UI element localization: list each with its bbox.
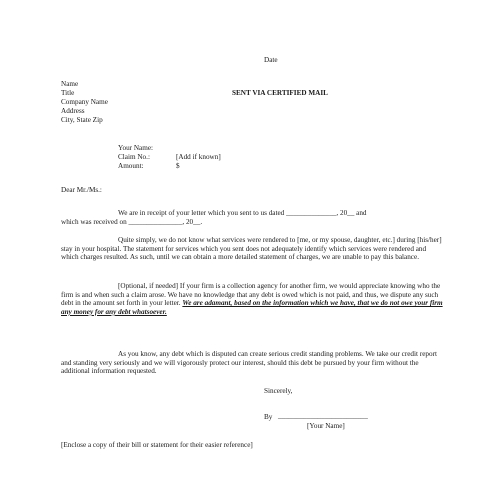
amount-label: Amount: (118, 162, 144, 170)
paragraph-collection-agency (61, 282, 445, 316)
salutation: Dear Mr./Ms.: (61, 186, 102, 194)
paragraph-receipt-line2: which was received on _______________, 20__. (61, 218, 203, 226)
date-line: Date (264, 56, 278, 64)
claim-no-label: Claim No.: (118, 153, 150, 161)
by-label: By (264, 413, 273, 421)
signer-name: [Your Name] (307, 422, 345, 430)
closing: Sincerely, (264, 387, 293, 395)
dispute-emphasis: We are adamant, based on the information which we have, that we do not owe your firm any money for any debt whatsoever. (61, 299, 443, 316)
recipient-company: Company Name (61, 98, 108, 106)
amount-value: $ (176, 162, 180, 170)
recipient-title: Title (61, 89, 75, 97)
recipient-address: Address (61, 107, 85, 115)
claim-no-value: [Add if known] (176, 153, 221, 161)
your-name-label: Your Name: (118, 144, 154, 152)
recipient-city-state-zip: City, State Zip (61, 116, 103, 124)
paragraph-services: Quite simply, we do not know what services were rendered to [me, or my spouse, daughter, etc.] during [his/her] stay in your hospital. The statement for services which you sent does not adequately identify which services were rendered and which charges resulted. As such, until we can obtain a more detailed statement of charges, we are unable to pay this balance. (61, 236, 442, 262)
sent-via-heading: SENT VIA CERTIFIED MAIL (232, 89, 328, 97)
paragraph-credit-standing: As you know, any debt which is disputed can create serious credit standing problems. We take our credit report and standing very seriously and we will vigorously protect our interest, should this debt be pursued by your firm without the additional information requested. (61, 350, 437, 376)
paragraph-receipt-line1: We are in receipt of your letter which you sent to us dated ______________, 20__ and (118, 209, 367, 217)
recipient-name: Name (61, 80, 79, 88)
enclosure-note: [Enclose a copy of their bill or statement for their easier reference] (61, 441, 253, 449)
collection-agency-text: [Optional, if needed] If your firm is a collection agency for another firm, we would appreciate knowing who the firm is and when such a claim arose. We have no knowledge that any debt is owed which is not paid, and thus, we dispute any such debt in the amount set forth in your letter. (61, 282, 441, 308)
signature-line: _________________________ (278, 412, 368, 420)
